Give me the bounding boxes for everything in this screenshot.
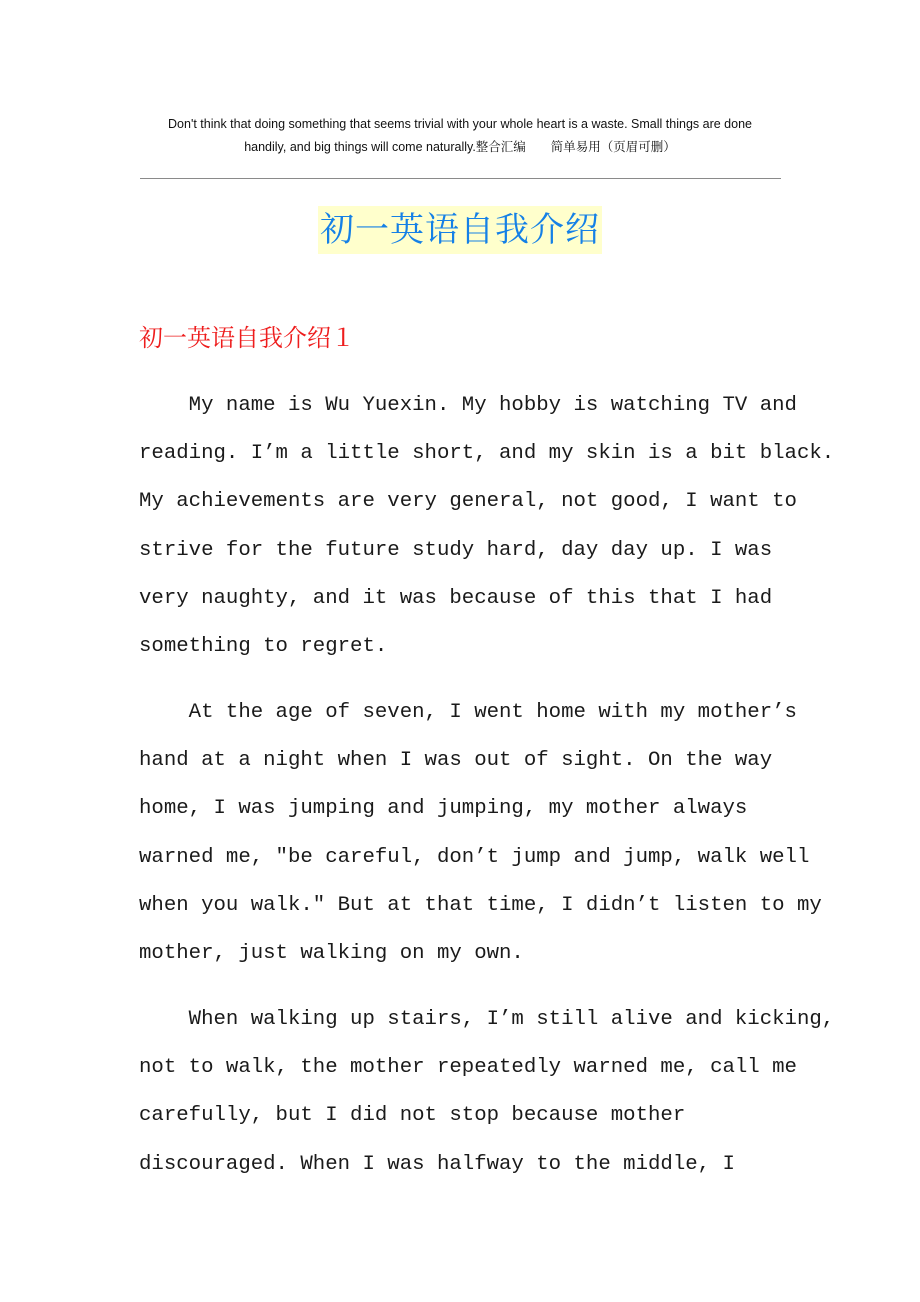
paragraph-line: reading. I’m a little short, and my skin is a bit black. xyxy=(139,442,835,466)
paragraph-line: discouraged. When I was halfway to the middle, I xyxy=(139,1152,735,1176)
paragraph-line: very naughty, and it was because of this that I had xyxy=(139,586,773,610)
paragraph-line: mother, just walking on my own. xyxy=(139,941,524,965)
paragraph-3 xyxy=(139,996,835,1189)
paragraph-2 xyxy=(139,689,822,978)
paragraph-line: carefully, but I did not stop because mother xyxy=(139,1104,686,1128)
paragraph-line: not to walk, the mother repeatedly warned me, call me xyxy=(139,1056,797,1080)
document-title: 初一英语自我介绍 xyxy=(318,206,602,254)
paragraph-line: hand at a night when I was out of sight. On the way xyxy=(139,749,773,773)
paragraph-line: My achievements are very general, not good, I want to xyxy=(139,490,797,514)
header-line-2: handily, and big things will come naturally.整合汇编 简单易用（页眉可删） xyxy=(244,140,676,154)
paragraph-1 xyxy=(139,382,835,671)
paragraph-line: When walking up stairs, I’m still alive and kicking, xyxy=(139,1008,835,1031)
paragraph-line: My name is Wu Yuexin. My hobby is watching TV and xyxy=(139,394,797,417)
paragraph-line: At the age of seven, I went home with my mother’s xyxy=(139,701,797,724)
paragraph-line: when you walk.″ But at that time, I didn’t listen to my xyxy=(139,893,822,917)
section-title: 初一英语自我介绍１ xyxy=(139,324,355,352)
paragraph-line: home, I was jumping and jumping, my mother always xyxy=(139,797,748,821)
header-line-1: Don't think that doing something that seems trivial with your whole heart is a waste. Small things are done xyxy=(168,117,752,131)
page-header xyxy=(140,113,780,159)
paragraph-line: strive for the future study hard, day day up. I was xyxy=(139,538,773,562)
document-title-container xyxy=(0,206,920,254)
paragraph-line: something to regret. xyxy=(139,634,388,658)
paragraph-line: warned me, ″be careful, don’t jump and jump, walk well xyxy=(139,845,810,869)
header-divider xyxy=(140,178,781,179)
